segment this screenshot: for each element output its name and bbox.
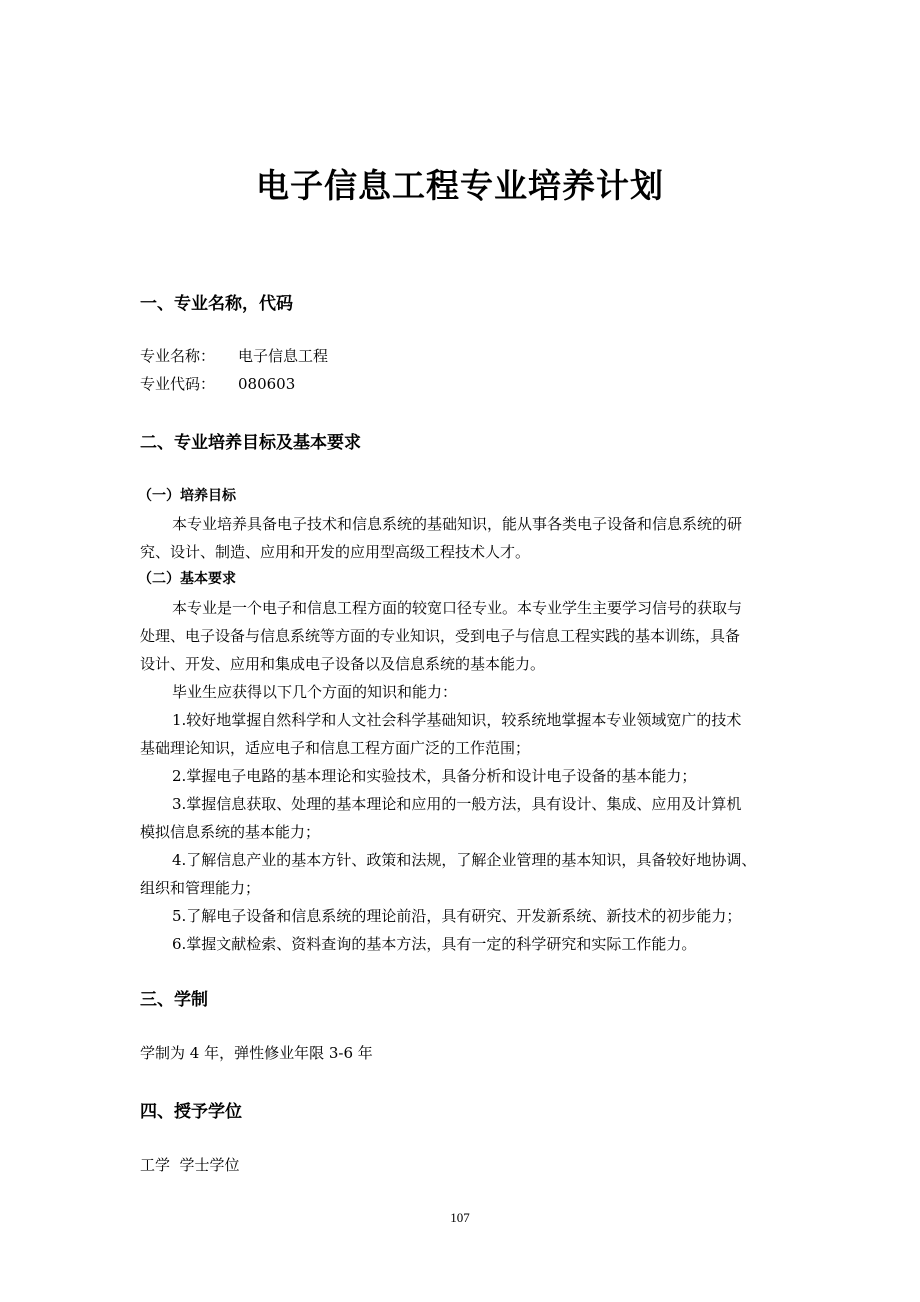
section-heading-degree: 四、授予学位 (140, 1102, 242, 1122)
section-heading-objectives: 二、专业培养目标及基本要求 (140, 433, 361, 453)
requirement-item: 组织和管理能力； (140, 879, 261, 897)
paragraph-line: 处理、电子设备与信息系统等方面的专业知识，受到电子与信息工程实践的基本训练，具备 (140, 627, 741, 645)
major-name-label: 专业名称： (140, 347, 216, 365)
major-name-value: 电子信息工程 (238, 347, 329, 365)
requirement-item: 5.了解电子设备和信息系统的理论前沿，具有研究、开发新系统、新技术的初步能力； (172, 907, 742, 925)
paragraph-line: 设计、开发、应用和集成电子设备以及信息系统的基本能力。 (140, 655, 546, 673)
paragraph-line: 本专业是一个电子和信息工程方面的较宽口径专业。本专业学生主要学习信号的获取与 (172, 599, 743, 617)
document-title: 电子信息工程专业培养计划 (256, 166, 664, 205)
degree-text: 工学 学士学位 (140, 1156, 240, 1174)
requirement-item: 2.掌握电子电路的基本理论和实验技术，具备分析和设计电子设备的基本能力； (172, 767, 697, 785)
major-code-row (140, 373, 780, 394)
major-code-value: 080603 (238, 375, 296, 393)
paragraph-line: 毕业生应获得以下几个方面的知识和能力： (172, 683, 458, 701)
subheading-training-goal: （一）培养目标 (138, 488, 236, 504)
requirement-item: 1.较好地掌握自然科学和人文社会科学基础知识，较系统地掌握本专业领域宽广的技术 (172, 711, 742, 729)
duration-text: 学制为 4 年，弹性修业年限 3-6 年 (140, 1044, 373, 1062)
section-heading-major-name: 一、专业名称，代码 (140, 294, 293, 314)
subheading-basic-requirements: （二）基本要求 (138, 571, 236, 587)
page-number: 107 (450, 1210, 470, 1225)
major-code-label: 专业代码： (140, 375, 216, 393)
requirement-item: 4.了解信息产业的基本方针、政策和法规，了解企业管理的基本知识，具备较好地协调、 (172, 851, 757, 869)
requirement-item: 6.掌握文献检索、资料查询的基本方法，具有一定的科学研究和实际工作能力。 (172, 935, 697, 953)
paragraph-line: 本专业培养具备电子技术和信息系统的基础知识，能从事各类电子设备和信息系统的研 (172, 515, 743, 533)
paragraph-line: 究、设计、制造、应用和开发的应用型高级工程技术人才。 (140, 543, 531, 561)
requirement-item: 3.掌握信息获取、处理的基本理论和应用的一般方法，具有设计、集成、应用及计算机 (172, 795, 742, 813)
requirement-item: 基础理论知识，适应电子和信息工程方面广泛的工作范围； (140, 739, 531, 757)
major-name-row (140, 345, 780, 366)
section-heading-duration: 三、学制 (140, 990, 208, 1010)
requirement-item: 模拟信息系统的基本能力； (140, 823, 321, 841)
